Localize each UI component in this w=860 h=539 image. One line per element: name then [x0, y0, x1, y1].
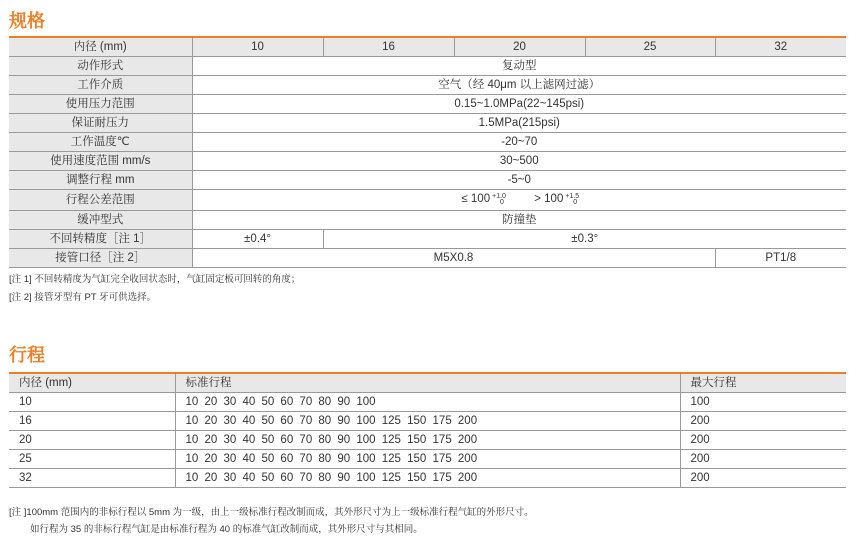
stroke-max: 200 [680, 431, 846, 450]
stroke-standard: 10 20 30 40 50 60 70 80 90 100 125 150 175 200 [175, 450, 680, 469]
port-value-32: PT1/8 [715, 249, 846, 268]
stroke-max: 200 [680, 450, 846, 469]
spec-value: 防撞垫 [192, 211, 846, 230]
bore-cell: 20 [454, 38, 585, 57]
stroke-bore: 32 [9, 469, 175, 488]
spec-label: 接管口径［注 2］ [9, 249, 192, 268]
spec-label: 工作介质 [9, 76, 192, 95]
spec-note: [注 1] 不回转精度为气缸完全收回状态时，气缸固定板可回转的角度； [9, 274, 301, 285]
stroke-note: [注 ]100mm 范围内的非标行程以 5mm 为一级，由上一级标准行程改制而成，其外形尺寸为上一级标准行程气缸的外形尺寸。 [9, 507, 534, 518]
spec-label: 工作温度℃ [9, 133, 192, 152]
spec-value: -5~0 [192, 171, 846, 190]
stroke-table [9, 374, 846, 488]
spec-value: 空气（经 40μm 以上滤网过滤） [192, 76, 846, 95]
spec-note: [注 2] 接管牙型有 PT 牙可供选择。 [9, 292, 157, 303]
bore-cell: 16 [323, 38, 454, 57]
rotation-value-10: ±0.4° [192, 230, 323, 249]
spec-row-port [9, 249, 846, 268]
stroke-bore: 20 [9, 431, 175, 450]
spec-label: 保证耐压力 [9, 114, 192, 133]
tolerance-a: ≤ 100 [461, 193, 491, 205]
spec-row [9, 133, 846, 152]
spec-label: 使用压力范围 [9, 95, 192, 114]
port-value-small: M5X0.8 [192, 249, 715, 268]
stroke-header-bore: 内径 (mm) [9, 374, 175, 393]
spec-value: -20~70 [192, 133, 846, 152]
spec-row [9, 211, 846, 230]
spec-row [9, 76, 846, 95]
tolerance-a-lower: 0 [499, 199, 504, 206]
bore-cell: 25 [585, 38, 715, 57]
spec-row [9, 114, 846, 133]
bore-header: 内径 (mm) [9, 38, 192, 57]
table-row [9, 412, 846, 431]
stroke-standard: 10 20 30 40 50 60 70 80 90 100 125 150 175 200 [175, 431, 680, 450]
spec-label: 动作形式 [9, 57, 192, 76]
spec-row [9, 171, 846, 190]
tolerance-b: > 100 [534, 193, 564, 205]
spec-row [9, 152, 846, 171]
table-row [9, 450, 846, 469]
stroke-bore: 16 [9, 412, 175, 431]
spec-value: 30~500 [192, 152, 846, 171]
spec-row-rotation [9, 230, 846, 249]
tolerance-value [192, 190, 846, 211]
stroke-header-max: 最大行程 [680, 374, 846, 393]
tolerance-b-lower: 0 [573, 199, 578, 206]
bore-cell: 10 [192, 38, 323, 57]
stroke-standard: 10 20 30 40 50 60 70 80 90 100 125 150 175 200 [175, 469, 680, 488]
stroke-section-title: 行程 [9, 345, 45, 365]
spec-value: 0.15~1.0MPa(22~145psi) [192, 95, 846, 114]
stroke-bore: 25 [9, 450, 175, 469]
table-row [9, 431, 846, 450]
stroke-header-standard: 标准行程 [175, 374, 680, 393]
spec-label: 使用速度范围 mm/s [9, 152, 192, 171]
stroke-note: 如行程为 35 的非标行程气缸是由标准行程为 40 的标准气缸改制而成，其外形尺寸与其相同。 [30, 524, 423, 535]
spec-row [9, 57, 846, 76]
spec-label: 不回转精度［注 1］ [9, 230, 192, 249]
stroke-standard: 10 20 30 40 50 60 70 80 90 100 [175, 393, 680, 412]
stroke-standard: 10 20 30 40 50 60 70 80 90 100 125 150 175 200 [175, 412, 680, 431]
table-row [9, 469, 846, 488]
rotation-value-others: ±0.3° [323, 230, 846, 249]
table-row [9, 393, 846, 412]
spec-label: 缓冲型式 [9, 211, 192, 230]
stroke-max: 200 [680, 469, 846, 488]
stroke-header-row [9, 374, 846, 393]
spec-section-title: 规格 [9, 11, 45, 31]
bore-cell: 32 [715, 38, 846, 57]
spec-table [9, 38, 846, 268]
tolerance-a-upper: +1.0 [492, 193, 506, 200]
spec-label: 调整行程 mm [9, 171, 192, 190]
spec-row [9, 95, 846, 114]
tolerance-b-upper: +1.5 [565, 193, 580, 200]
spec-header-row [9, 38, 846, 57]
spec-label: 行程公差范围 [9, 190, 192, 211]
stroke-max: 100 [680, 393, 846, 412]
spec-value: 1.5MPa(215psi) [192, 114, 846, 133]
spec-row-tolerance [9, 190, 846, 211]
spec-value: 复动型 [192, 57, 846, 76]
stroke-bore: 10 [9, 393, 175, 412]
stroke-max: 200 [680, 412, 846, 431]
